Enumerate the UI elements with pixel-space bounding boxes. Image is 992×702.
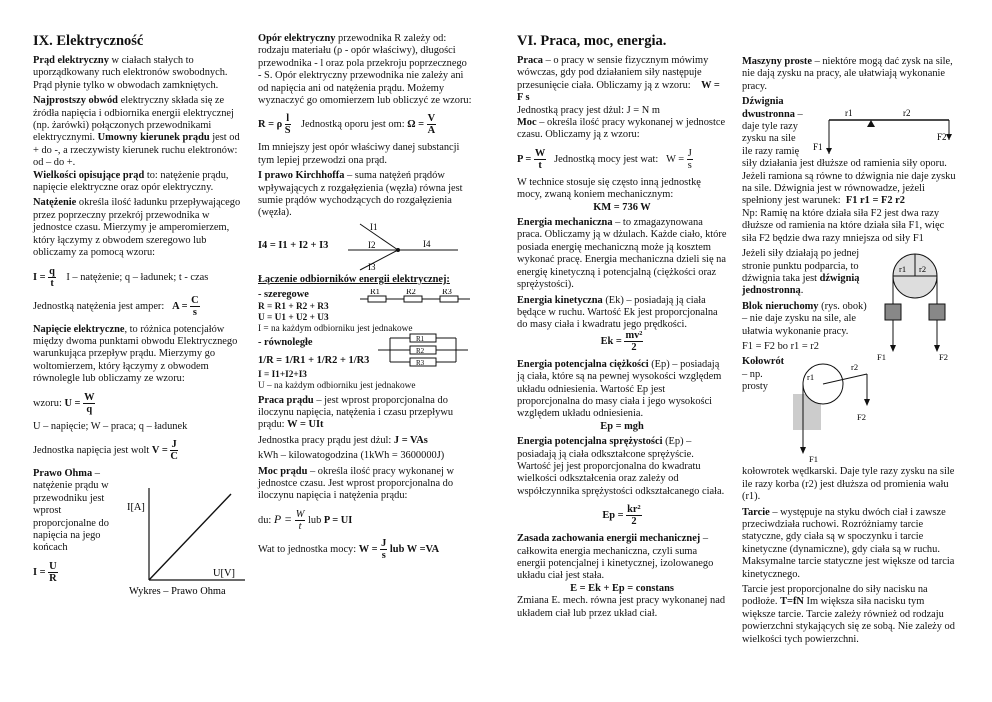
- kirchhoff-label-i2: I2: [368, 239, 376, 250]
- formula-conservation: E = Ek + Ep = constans: [570, 582, 674, 594]
- section-title-electricity: IX. Elektryczność: [33, 33, 144, 49]
- paragraph-lever-example: Np: Ramię na które działa siła F2 jest dwa razy dłuższe od ramienia na które działa siła F1, więc siła F2 będzie dwa razy mniejsza od siły F1: [742, 207, 945, 244]
- kirchhoff-label-i1: I1: [370, 221, 378, 232]
- paragraph-resistivity: Im mniejszy jest opór właściwy danej substancji tym lepiej przewodzi ona prąd.: [258, 142, 460, 166]
- work-unit: Jednostka pracy prądu jest dżul: J = VAs: [258, 434, 428, 446]
- parallel-circuit-diagram: [378, 333, 468, 367]
- kirchhoff-block: [258, 220, 472, 272]
- paragraph-machines: Maszyny proste – niektóre mogą dać zysk na sile, nie dają zysku na pracy, ale ułatwiają wykonanie pracy.: [742, 56, 953, 92]
- paragraph-ohm: Prawo Ohma – natężenie prądu w przewodniku jest wprost proporcjonalne do napięcia na jego końcach: [33, 467, 109, 554]
- paragraph-elastic: Energia potencjalna sprężystości (Ep) – posiadają ją ciała odkształcone sprężyście. Wartość jej jest proporcjonalna do kwadratu wielkości odkształcenia oraz zależy od współczynnika sprężystości odkształcanego ciała.: [517, 436, 725, 497]
- graph-caption: Wykres – Prawo Ohma: [129, 585, 226, 597]
- section-title-work: VI. Praca, moc, energia.: [517, 33, 667, 49]
- formula-elastic: Ep = $\frac{\text{kr²}}{2}$: [602, 504, 641, 528]
- formula-pulley: F1 = F2 bo r1 = r2: [742, 340, 819, 352]
- parallel-label-r3: R3: [416, 358, 425, 367]
- parallel-i: I = I1+I2+I3: [258, 369, 307, 380]
- series-u: U = U1 + U2 + U3: [258, 312, 329, 323]
- paragraph-one-sided-lever: Jeżeli siły działają po jednej stronie punktu podparcia, to dźwignia taka jest dźwignią jednostronną.: [742, 248, 860, 297]
- paragraph-lever-two-sided: Dźwignia dwustronna – daje tyle razy zysku na sile ile razy ramię siły działania jest dłuższe od ramienia siły oporu. Jeżeli ramiona są równe to dźwignia nie daje zysku na sile. Dźwignia jest w równowadze, jeżeli spełniony jest warunek: F1 r1 = F2 r2: [742, 96, 956, 207]
- series-label-r1: R1: [370, 289, 380, 297]
- paragraph-mech-energy: Energia mechaniczna – to zmagazynowana praca. Obliczamy ją w dżulach. Każde ciało, które posiada energię mechaniczną może ją kosztem wykonać pracę. Energia mechaniczna dzieli się na energię kinetyczną i potencjalną (ciężkości oraz sprężystości).: [517, 217, 727, 291]
- column-simple-machines: [742, 56, 957, 649]
- unit-watt-current: Wat to jednostka mocy: W = $\frac{J}{s}$ lub W =VA: [258, 537, 440, 561]
- series-note: I = na każdym odbiorniku jest jednakowe: [258, 323, 413, 334]
- formula-ohm: I = $\frac{U}{R}$: [33, 560, 57, 584]
- paragraph-work: Praca – o pracy w sensie fizycznym mówimy wówczas, gdy pod działaniem siły następuje przesunięcie ciała. Obliczamy ją z wzoru: W = F s: [517, 55, 720, 104]
- wheel-label-f1: F1: [809, 454, 818, 465]
- paragraph-conservation-2: Zmiana E. mech. równa jest pracy wykonanej nad układem ciał lub przez układ ciał.: [517, 595, 726, 619]
- windlass-diagram: [793, 356, 873, 466]
- fixed-pulley-diagram: [877, 248, 957, 364]
- graph-x-label: U[V]: [213, 567, 235, 579]
- formula-potential: Ep = mgh: [600, 420, 644, 432]
- paragraph-current: Prąd elektryczny w ciałach stałych to uporządkowany ruch elektronów swobodnych. Prąd płynie tylko w obwodach zamkniętych.: [33, 55, 228, 91]
- pulley-label-f1: F1: [877, 352, 886, 363]
- paragraph-resistance: Opór elektryczny przewodnika R zależy od: rodzaju materiału (ρ - opór właściwy), długości przewodnika - l oraz pola przekroju poprzecznego - S. Opór elektryczny przewodnika nie zależy ani od napięcia ani od natężenia prądu. Możemy wyznaczyć go omomierzem lub obliczyć ze wzoru:: [258, 33, 472, 107]
- series-label-r3: R3: [442, 289, 452, 297]
- lever-block: [742, 96, 957, 208]
- formula-voltage: wzoru: U = $\frac{W}{q}$: [33, 391, 95, 415]
- paragraph-pulley: Blok nieruchomy (rys. obok) – nie daje zysku na sile, ale ułatwia wykonanie pracy.: [742, 300, 867, 337]
- formula-kirchhoff: I4 = I1 + I2 + I3: [258, 239, 329, 251]
- wheel-block: [742, 356, 957, 503]
- paragraph-intensity: Natężenie określa ilość ładunku przepływającego przez poprzeczny przekrój przewodnika w jednostce czasu. Mierzymy je amperomierzem, który łączymy z obwodem szeregowo lub obliczamy za pomocą wzoru:: [33, 197, 241, 259]
- paragraph-power: Moc – określa ilość pracy wykonanej w jednostce czasu. Obliczamy ją z wzoru:: [517, 117, 726, 141]
- voltage-description: U – napięcie; W – praca; q – ładunek: [33, 420, 188, 432]
- series-r: R = R1 + R2 + R3: [258, 301, 329, 312]
- wheel-label-f2: F2: [857, 412, 866, 423]
- lever-label-f1: F1: [813, 142, 823, 153]
- formula-power-current: du: P = $\frac{W}{t}$ lub P = UI: [258, 508, 353, 532]
- parallel-label-r1: R1: [416, 334, 425, 343]
- paragraph-circuit: Najprostszy obwód elektryczny składa się ze źródła napięcia i odbiornika energii elektrycznej (np. żarówki) połączonych przewodnikami elektrycznymi. Umowny kierunek prądu jest od + do -, a rzeczywisty kierunek ruchu elektronów: od – do +.: [33, 95, 240, 169]
- series-block: [258, 289, 472, 334]
- parallel-label-r2: R2: [416, 346, 425, 355]
- paragraph-kirchhoff: I prawo Kirchhoffa – suma natężeń prądów wpływających z rozgałęzienia (węzła) równa jest sumie prądów wychodzących do rozgałęzienia (węzła).: [258, 170, 463, 219]
- ohm-law-graph: [127, 482, 247, 600]
- kirchhoff-label-i4: I4: [423, 238, 431, 249]
- paragraph-friction-2: Tarcie jest proporcjonalne do siły nacisku na podłoże. T=fN Im większa siła nacisku tym większe tarcie. Tarcie zależy również od rodzaju powierzchni stykających się ze sobą. Nie zależy od wielkości tych powierzchni.: [742, 584, 955, 645]
- connections-title: Łączenie odbiorników energii elektrycznej:: [258, 273, 450, 285]
- lever-label-r1: r1: [845, 108, 853, 119]
- graph-y-label: I[A]: [127, 501, 145, 513]
- column-work-energy: [517, 33, 727, 623]
- paragraph-voltage: Napięcie elektryczne, to różnica potencjałów między dwoma punktami obwodu Elektrycznego warunkująca przepływ prądu. Mierzymy go woltomierzem, który łączymy z obwodem równolegle lub obliczamy ze wzoru:: [33, 323, 238, 385]
- formula-intensity: I = $\frac{q}{t}$ I – natężenie; q – ładunek; t - czas: [33, 265, 209, 289]
- formula-horsepower: KM = 736 W: [593, 201, 651, 213]
- wheel-label-r2: r2: [851, 362, 859, 373]
- pulley-label-r2: r2: [919, 264, 927, 275]
- paragraph-quantities: Wielkości opisujące prąd to: natężenie prądu, napięcie elektryczne oraz opór elektryczny.: [33, 169, 229, 194]
- paragraph-horsepower: W technice stosuje się często inną jednostkę mocy, zwaną koniem mechanicznym:: [517, 176, 701, 201]
- unit-volt: Jednostka napięcia jest wolt V = $\frac{J}{C}$: [33, 438, 178, 462]
- lever-label-r2: r2: [903, 108, 911, 119]
- parallel-note: U – na każdym odbiorniku jest jednakowe: [258, 380, 416, 391]
- paragraph-friction: Tarcie – występuje na styku dwóch ciał i zawsze przeciwdziała ruchowi. Rozróżniamy tarcie statyczne, gdy ciała są w spoczynku i tarcie kinetyczne (dynamiczne), gdy ciała są w ruchu. Maksymalne tarcie statyczne jest większe od tarcia kinetycznego.: [742, 506, 955, 580]
- paragraph-potential: Energia potencjalna ciężkości (Ep) – posiadają ją ciała, które są na pewnej wysokości względem układu odniesienia. Wartość Ep jest proporcjonalna do masy ciała i jego wysokości względem układu odniesienia.: [517, 358, 722, 420]
- pulley-label-f2: F2: [939, 352, 948, 363]
- two-sided-lever-diagram: [807, 106, 957, 158]
- paragraph-conservation: Zasada zachowania energii mechanicznej – całkowita energia mechaniczna, czyli suma energii potencjalnej i kinetycznej, izolowanego układu ciał jest stała.: [517, 533, 714, 582]
- paragraph-work-current: Praca prądu – jest wprost proporcjonalna do iloczynu napięcia, natężenia i czasu przepływu prądu: W = UIt: [258, 394, 454, 431]
- formula-kinetic: Ek = $\frac{\text{mv²}}{2}$: [600, 329, 643, 353]
- paragraph-power-current: Moc prądu – określa ilość pracy wykonanej w jednostce czasu. Jest wprost proporcjonalna do iloczynu napięcia i natężenia prądu:: [258, 465, 454, 502]
- wheel-label-r1: r1: [807, 372, 815, 383]
- series-label-r2: R2: [406, 289, 416, 297]
- parallel-block: [258, 334, 472, 392]
- parallel-r: 1/R = 1/R1 + 1/R2 + 1/R3: [258, 355, 370, 367]
- column-electricity-1: [33, 33, 247, 600]
- parallel-title: - równoległe: [258, 336, 313, 348]
- lever-label-f2: F2: [937, 132, 947, 143]
- ohm-law-block: [33, 467, 247, 597]
- unit-ampere: Jednostką natężenia jest amper: A = $\frac{C}{s}$: [33, 294, 199, 318]
- paragraph-windlass: Kołowrót – np. prosty kołowrotek wędkarski. Daje tyle razy zysku na sile ile razy korba (r2) jest dłuższa od promienia wału (r1).: [742, 356, 955, 503]
- formula-resistance: R = ρ $\frac{l}{S}$ Jednostką oporu jest om: Ω = $\frac{V}{A}$: [258, 113, 436, 137]
- paragraph-kinetic: Energia kinetyczna (Ek) – posiadają ją ciała będące w ruchu. Wartość Ek jest proporcjonalna do masy ciała i kwadratu jego prędkości.: [517, 294, 718, 331]
- series-circuit-diagram: [360, 289, 470, 307]
- work-unit-joule: Jednostką pracy jest dżul: J = N m: [517, 104, 660, 116]
- pulley-block: [742, 248, 957, 363]
- formula-power: P = $\frac{W}{t}$ Jednostką mocy jest wat: W = $\frac{J}{s}$: [517, 147, 692, 171]
- pulley-label-r1: r1: [899, 264, 907, 275]
- kirchhoff-label-i3: I3: [368, 261, 376, 272]
- column-electricity-2: [258, 33, 472, 567]
- series-title: - szeregowe: [258, 289, 309, 301]
- kwh-note: kWh – kilowatogodzina (1kWh = 3600000J): [258, 450, 445, 462]
